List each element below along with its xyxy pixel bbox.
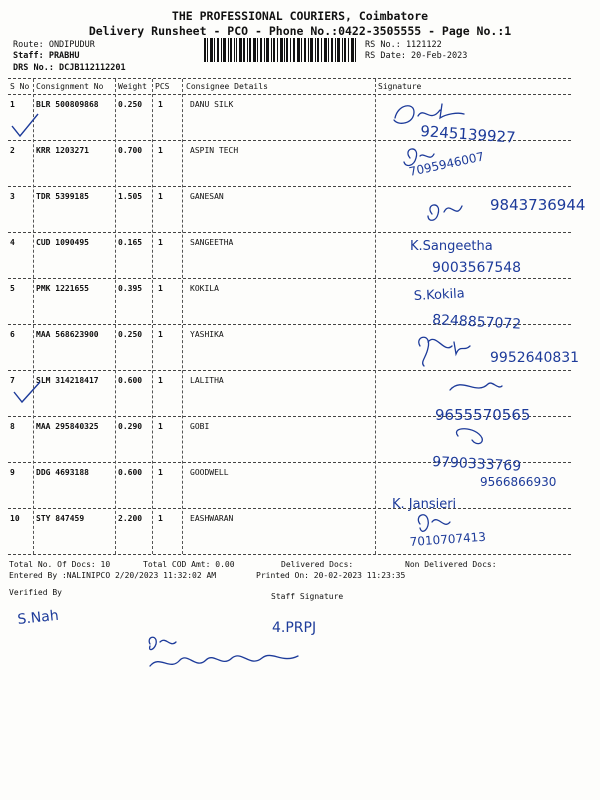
row-weight: 1.505 [118,192,143,201]
handwritten-phone: 9843736944 [490,196,586,214]
row-consignee: YASHIKA [190,330,224,339]
total-docs: Total No. Of Docs: 10 [9,560,111,569]
column-divider [33,79,34,554]
handwritten-phone: 7095946007 [407,149,486,179]
signature-scribble [419,337,470,366]
row-weight: 2.200 [118,514,143,523]
signature-scribble [150,655,298,666]
row-consignment: TDR 5399185 [36,192,89,201]
verified-by-label: Verified By [9,588,62,597]
row-sno: 7 [10,376,15,385]
row-pcs: 1 [158,146,163,155]
runsheet-title: Delivery Runsheet - PCO - Phone No.:0422-3505555 - Page No.:1 [88,24,512,38]
row-sno: 9 [10,468,15,477]
handwritten-phone: 9245139927 [419,122,517,147]
tick-mark-icon [12,378,42,408]
row-sno: 1 [10,100,15,109]
staff-signature-label: Staff Signature [271,592,344,601]
row-consignee: DANU SILK [190,100,234,109]
handwritten-name: S.Kokila [413,286,466,304]
printed-on: Printed On: 20-02-2023 11:23:35 [256,571,406,580]
handwritten-phone: 9566866930 [480,475,557,489]
entered-by: Entered By :NALINIPCO 2/20/2023 11:32:02 AM [9,571,217,580]
col-header-sno: S No [10,82,30,91]
row-consignee: EASHWARAN [190,514,234,523]
column-divider [182,79,183,554]
row-weight: 0.165 [118,238,143,247]
rs-number: RS No.: 1121122 [365,40,442,50]
row-consignment: PMK 1221655 [36,284,89,293]
handwritten-phone: 9790333769 [431,454,522,475]
row-weight: 0.395 [118,284,143,293]
row-sno: 3 [10,192,15,201]
row-consignee: SANGEETHA [190,238,234,247]
row-consignment: MAA 568623900 [36,330,99,339]
row-consignee: LALITHA [190,376,224,385]
handwritten-phone: 9952640831 [490,350,580,366]
delivered-docs: Delivered Docs: [281,560,354,569]
signature-scribble [394,104,464,123]
rs-date: RS Date: 20-Feb-2023 [365,51,468,61]
row-pcs: 1 [158,238,163,247]
row-weight: 0.250 [118,100,143,109]
handwritten-phone: 9003567548 [432,260,522,276]
row-consignment: KRR 1203271 [36,146,89,155]
total-cod: Total COD Amt: 0.00 [143,560,235,569]
row-pcs: 1 [158,192,163,201]
drs-number: DRS No.: DCJB112112201 [13,63,126,73]
row-consignee: GANESAN [190,192,224,201]
handwritten-name: K.Sangeetha [410,239,493,254]
signature-scribble [418,515,450,532]
row-pcs: 1 [158,514,163,523]
row-sno: 10 [10,514,20,523]
handwritten-phone: 7010707413 [409,529,487,549]
row-sno: 8 [10,422,15,431]
table-header-rule [8,94,571,95]
row-consignment: MAA 295840325 [36,422,99,431]
col-header-pcs: PCS [155,82,170,91]
row-sno: 4 [10,238,15,247]
row-sno: 6 [10,330,15,339]
row-consignee: GOBI [190,422,210,431]
staff-label: Staff: PRABHU [13,51,80,61]
signature-scribble [149,637,176,649]
row-weight: 0.600 [118,376,143,385]
row-sno: 5 [10,284,15,293]
row-consignment: SLM 314218417 [36,376,99,385]
signature-scribble [450,383,502,390]
footer-signatures [10,598,370,698]
barcode-image [204,38,356,62]
row-consignment: CUD 1090495 [36,238,89,247]
handwritten-phone: 9655570565 [435,406,531,424]
route-label: Route: ONDIPUDUR [13,40,95,50]
row-weight: 0.250 [118,330,143,339]
non-delivered-docs: Non Delivered Docs: [405,560,497,569]
row-consignment: DDG 4693188 [36,468,89,477]
row-consignee: KOKILA [190,284,219,293]
verifier-signature: S.Nah [16,607,60,628]
tick-mark-icon [10,112,40,142]
row-consignee: GOODWELL [190,468,229,477]
signature-column-handwriting [380,96,586,551]
column-divider [152,79,153,554]
row-weight: 0.600 [118,468,143,477]
company-title: THE PROFESSIONAL COURIERS, Coimbatore [171,9,429,23]
row-consignment: STY 847459 [36,514,85,523]
row-consignment: BLR 500809868 [36,100,99,109]
signature-scribble [428,205,462,220]
row-weight: 0.290 [118,422,143,431]
table-bottom-rule [8,554,571,555]
row-pcs: 1 [158,376,163,385]
row-sno: 2 [10,146,15,155]
column-divider [375,79,376,554]
handwritten-phone: 8248857072 [431,312,522,333]
column-divider [115,79,116,554]
row-consignee: ASPIN TECH [190,146,239,155]
row-pcs: 1 [158,284,163,293]
staff-signature: 4.PRPJ [272,620,317,636]
row-weight: 0.700 [118,146,143,155]
col-header-consignee: Consignee Details [186,82,268,91]
handwritten-name: K. Jansieri [392,497,457,512]
row-pcs: 1 [158,330,163,339]
row-pcs: 1 [158,422,163,431]
col-header-signature: Signature [378,82,422,91]
row-pcs: 1 [158,100,163,109]
row-pcs: 1 [158,468,163,477]
signature-scribble [456,429,482,444]
col-header-consignment: Consignment No [36,82,104,91]
col-header-weight: Weight [118,82,147,91]
table-top-rule [8,78,571,79]
